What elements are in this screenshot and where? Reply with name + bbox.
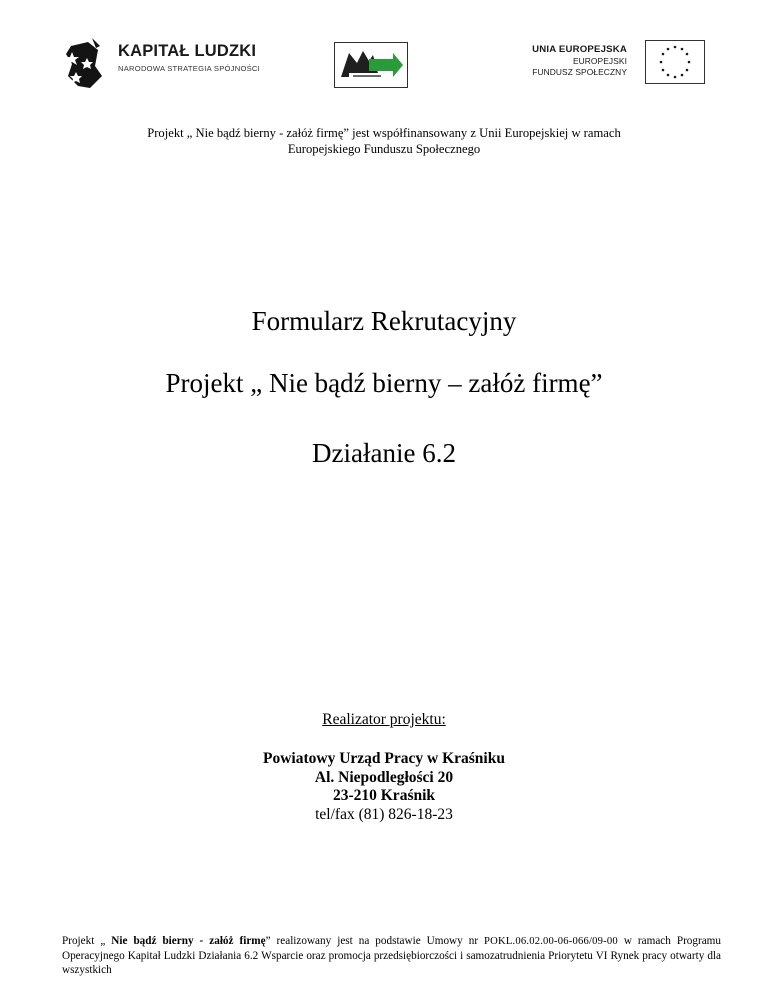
unia-europejska-logo [525,40,705,86]
project-logo-icon [335,43,406,86]
eu-flag [645,40,705,84]
project-logo [334,42,408,88]
office-street: Al. Niepodległości 20 [314,768,454,786]
funding-note [0,125,768,157]
realizator-heading [0,711,768,729]
project-title: Projekt „ Nie bądź bierny – załóż firmę” [165,368,603,398]
unia-line-2: EUROPEJSKI [572,56,627,66]
realizator-address [0,750,768,824]
footer-prefix: Projekt „ [62,935,112,947]
footer-suffix: w ramach Programu Operacyjnego Kapitał Ludzki Działania 6.2 Wsparcie oraz promocja przedsiębiorczości i samozatrudnienia Priorytetu VI Rynek pracy otwarty dla wszystkich [62,935,721,977]
action-title: Działanie 6.2 [312,438,456,468]
kapital-ludzki-subtitle: NARODOWA STRATEGIA SPÓJNOŚCI [118,64,261,73]
kapital-ludzki-title: KAPITAŁ LUDZKI [118,42,257,60]
kapital-ludzki-emblem-icon [62,36,108,92]
office-phone: tel/fax (81) 826-18-23 [315,805,453,823]
kapital-ludzki-logo [62,32,262,92]
unia-line-1: UNIA EUROPEJSKA [532,44,627,55]
footer-note [62,934,721,978]
eu-flag-icon [646,41,704,83]
footer-project-name: Nie bądź bierny - załóż firmę [111,935,266,947]
footer-contract-number: POKL.06.02.00-06-066/09-00 [484,936,618,947]
unia-line-3: FUNDUSZ SPOŁECZNY [532,67,627,77]
unia-europejska-text [532,44,627,78]
footer-middle: ” realizowany jest na podstawie Umowy nr [265,935,485,947]
realizator-label: Realizator projektu: [322,711,446,728]
funding-note-line-1: Projekt „ Nie bądź bierny - załóż firmę” jest współfinansowany z Unii Europejskiej w ramach [147,126,621,140]
form-title: Formularz Rekrutacyjny [251,306,517,336]
office-name: Powiatowy Urząd Pracy w Kraśniku [263,750,505,767]
office-city: 23-210 Kraśnik [332,787,436,804]
funding-note-line-2: Europejskiego Funduszu Społecznego [287,142,481,156]
